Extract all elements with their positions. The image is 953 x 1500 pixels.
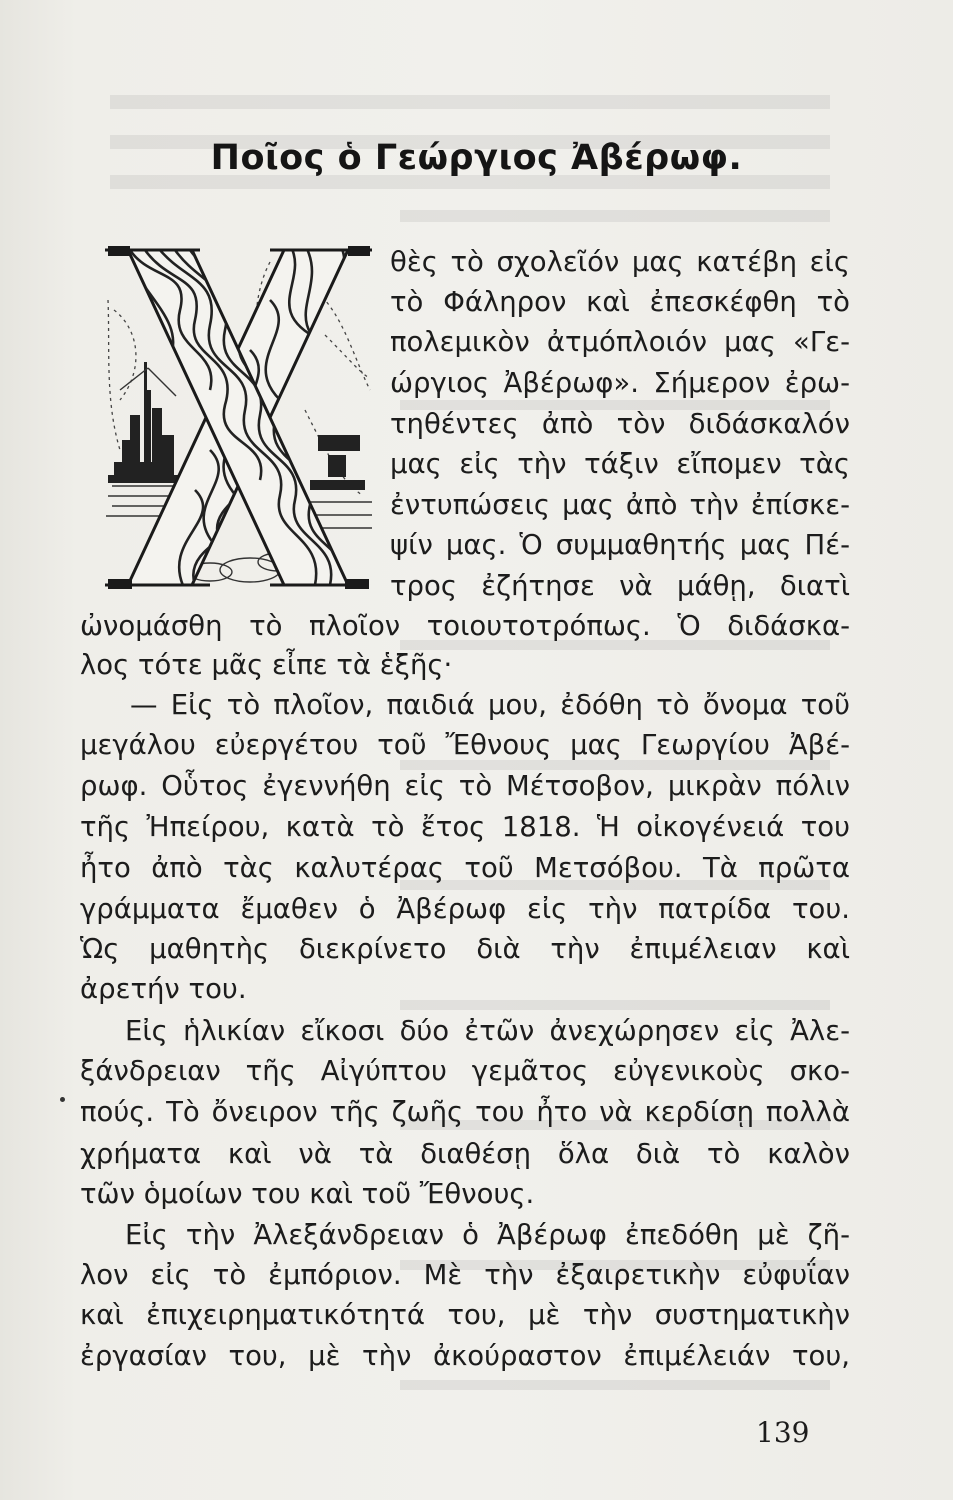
text-line: Εἰς τὴν Ἀλεξάνδρειαν ὁ Ἀβέρωφ ἐπεδόθη μὲ ζῆ- <box>125 1219 850 1251</box>
text-line: καὶ ἐπιχειρηματικότητά του, μὲ τὴν συστηματικὴν <box>80 1299 850 1331</box>
text-line: πούς. Τὸ ὄνειρον τῆς ζωῆς του ἦτο νὰ κερδίσῃ πολλὰ <box>80 1096 850 1128</box>
text-line: ἀρετήν του. <box>80 973 247 1005</box>
text-line: τὸ Φάληρον καὶ ἐπεσκέφθη τὸ <box>390 286 850 318</box>
text-line: ἦτο ἀπὸ τὰς καλυτέρας τοῦ Μετσόβου. Τὰ πρῶτα <box>80 852 850 884</box>
text-line: γράμματα ἔμαθεν ὁ Ἀβέρωφ εἰς τὴν πατρίδα του. <box>80 893 850 925</box>
text-line: μας εἰς τὴν τάξιν εἴπομεν τὰς <box>390 448 850 480</box>
text-line: μεγάλου εὐεργέτου τοῦ Ἔθνους μας Γεωργίου Ἀβέ- <box>80 729 850 761</box>
text-line: τῶν ὁμοίων του καὶ τοῦ Ἔθνους. <box>80 1178 535 1210</box>
text-line: Ὡς μαθητὴς διεκρίνετο διὰ τὴν ἐπιμέλειαν καὶ <box>80 933 850 965</box>
text-line: τηθέντες ἀπὸ τὸν διδάσκαλόν <box>390 408 850 440</box>
text-line: τρος ἐζήτησε νὰ μάθῃ, διατὶ <box>390 570 850 602</box>
page-number: 139 <box>756 1416 810 1449</box>
text-line: χρήματα καὶ νὰ τὰ διαθέσῃ ὅλα διὰ τὸ καλὸν <box>80 1138 850 1170</box>
text-line: λον εἰς τὸ ἐμπόριον. Μὲ τὴν ἐξαιρετικὴν εὐφυΐαν <box>80 1259 850 1291</box>
text-line: — Εἰς τὸ πλοῖον, παιδιά μου, ἐδόθη τὸ ὄνομα τοῦ <box>130 689 850 721</box>
text-line: ώργιος Ἀβέρωφ». Σήμερον ἐρω- <box>390 367 850 399</box>
text-line: τῆς Ἠπείρου, κατὰ τὸ ἔτος 1818. Ἡ οἰκογένειά του <box>80 811 850 843</box>
text-line: πολεμικὸν ἀτμόπλοιόν μας «Γε- <box>390 326 850 358</box>
page-title: Ποῖος ὁ Γεώργιος Ἀβέρωφ. <box>210 138 743 178</box>
text-line: ψίν μας. Ὁ συμμαθητής μας Πέ- <box>390 529 850 561</box>
text-line: λος τότε μᾶς εἶπε τὰ ἑξῆς· <box>80 649 453 681</box>
text-line: ρωφ. Οὗτος ἐγεννήθη εἰς τὸ Μέτσοβον, μικρὰν πόλιν <box>80 770 850 802</box>
text-line: ξάνδρειαν τῆς Αἰγύπτου γεμᾶτος εὐγενικοὺς σκο- <box>80 1055 850 1087</box>
ornate-drop-cap-with-warship-icon <box>100 240 375 595</box>
text-line: Εἰς ἡλικίαν εἴκοσι δύο ἐτῶν ἀνεχώρησεν εἰς Ἀλε- <box>125 1015 850 1047</box>
text-line: ὠνομάσθη τὸ πλοῖον τοιουτοτρόπως. Ὁ διδάσκα- <box>80 610 850 642</box>
ink-speck <box>60 1097 65 1102</box>
text-line: ἐντυπώσεις μας ἀπὸ τὴν ἐπίσκε- <box>390 489 850 521</box>
text-line: θὲς τὸ σχολεῖόν μας κατέβη εἰς <box>390 246 850 278</box>
text-line: ἐργασίαν του, μὲ τὴν ἀκούραστον ἐπιμέλειάν του, <box>80 1340 850 1372</box>
